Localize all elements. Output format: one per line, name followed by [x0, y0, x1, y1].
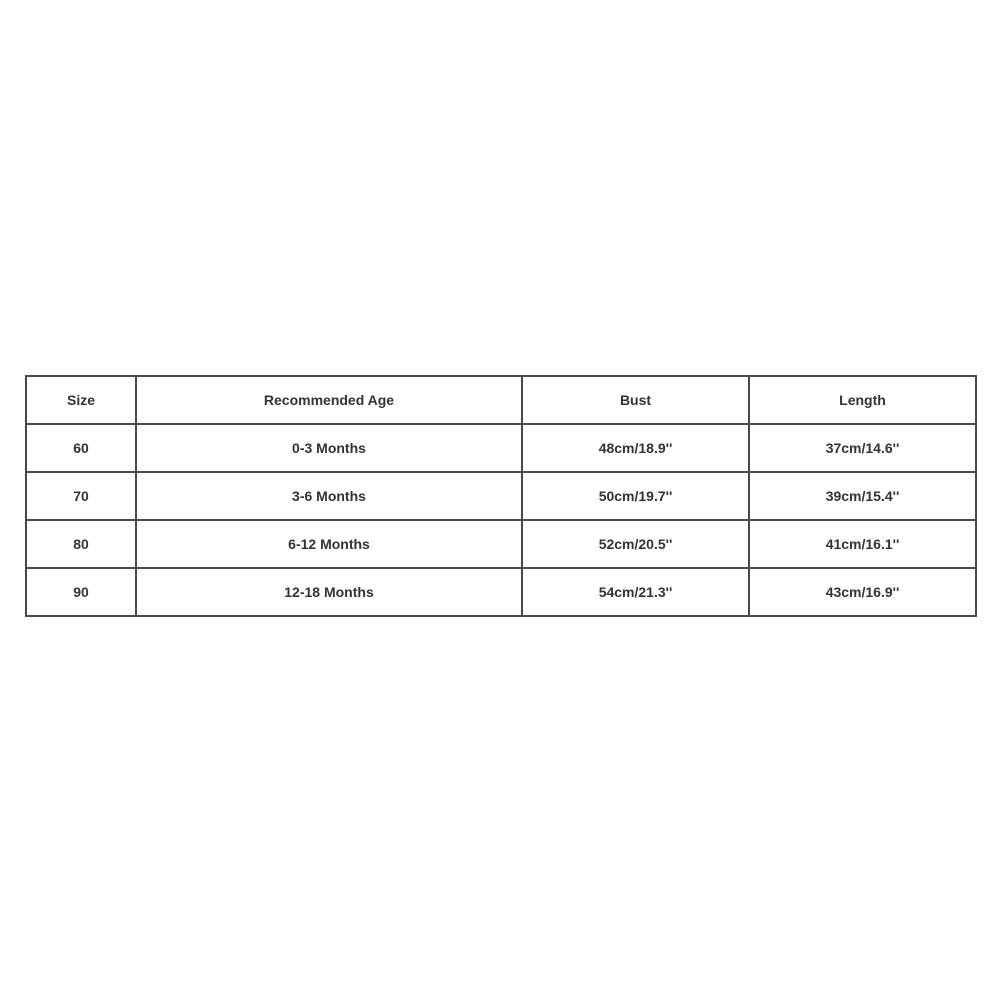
cell-length: 39cm/15.4'' [749, 472, 976, 520]
size-chart-table [25, 375, 977, 617]
cell-recommended-age: 6-12 Months [136, 520, 522, 568]
header-length: Length [749, 376, 976, 424]
table-row [26, 568, 976, 616]
cell-recommended-age: 3-6 Months [136, 472, 522, 520]
cell-size: 70 [26, 472, 136, 520]
cell-bust: 48cm/18.9'' [522, 424, 749, 472]
cell-size: 90 [26, 568, 136, 616]
cell-length: 41cm/16.1'' [749, 520, 976, 568]
header-recommended-age: Recommended Age [136, 376, 522, 424]
cell-size: 80 [26, 520, 136, 568]
cell-size: 60 [26, 424, 136, 472]
header-size: Size [26, 376, 136, 424]
cell-recommended-age: 12-18 Months [136, 568, 522, 616]
header-bust: Bust [522, 376, 749, 424]
cell-recommended-age: 0-3 Months [136, 424, 522, 472]
table-row [26, 424, 976, 472]
table-header-row [26, 376, 976, 424]
table-row [26, 472, 976, 520]
table-row [26, 520, 976, 568]
cell-length: 43cm/16.9'' [749, 568, 976, 616]
cell-bust: 54cm/21.3'' [522, 568, 749, 616]
cell-bust: 50cm/19.7'' [522, 472, 749, 520]
cell-length: 37cm/14.6'' [749, 424, 976, 472]
cell-bust: 52cm/20.5'' [522, 520, 749, 568]
